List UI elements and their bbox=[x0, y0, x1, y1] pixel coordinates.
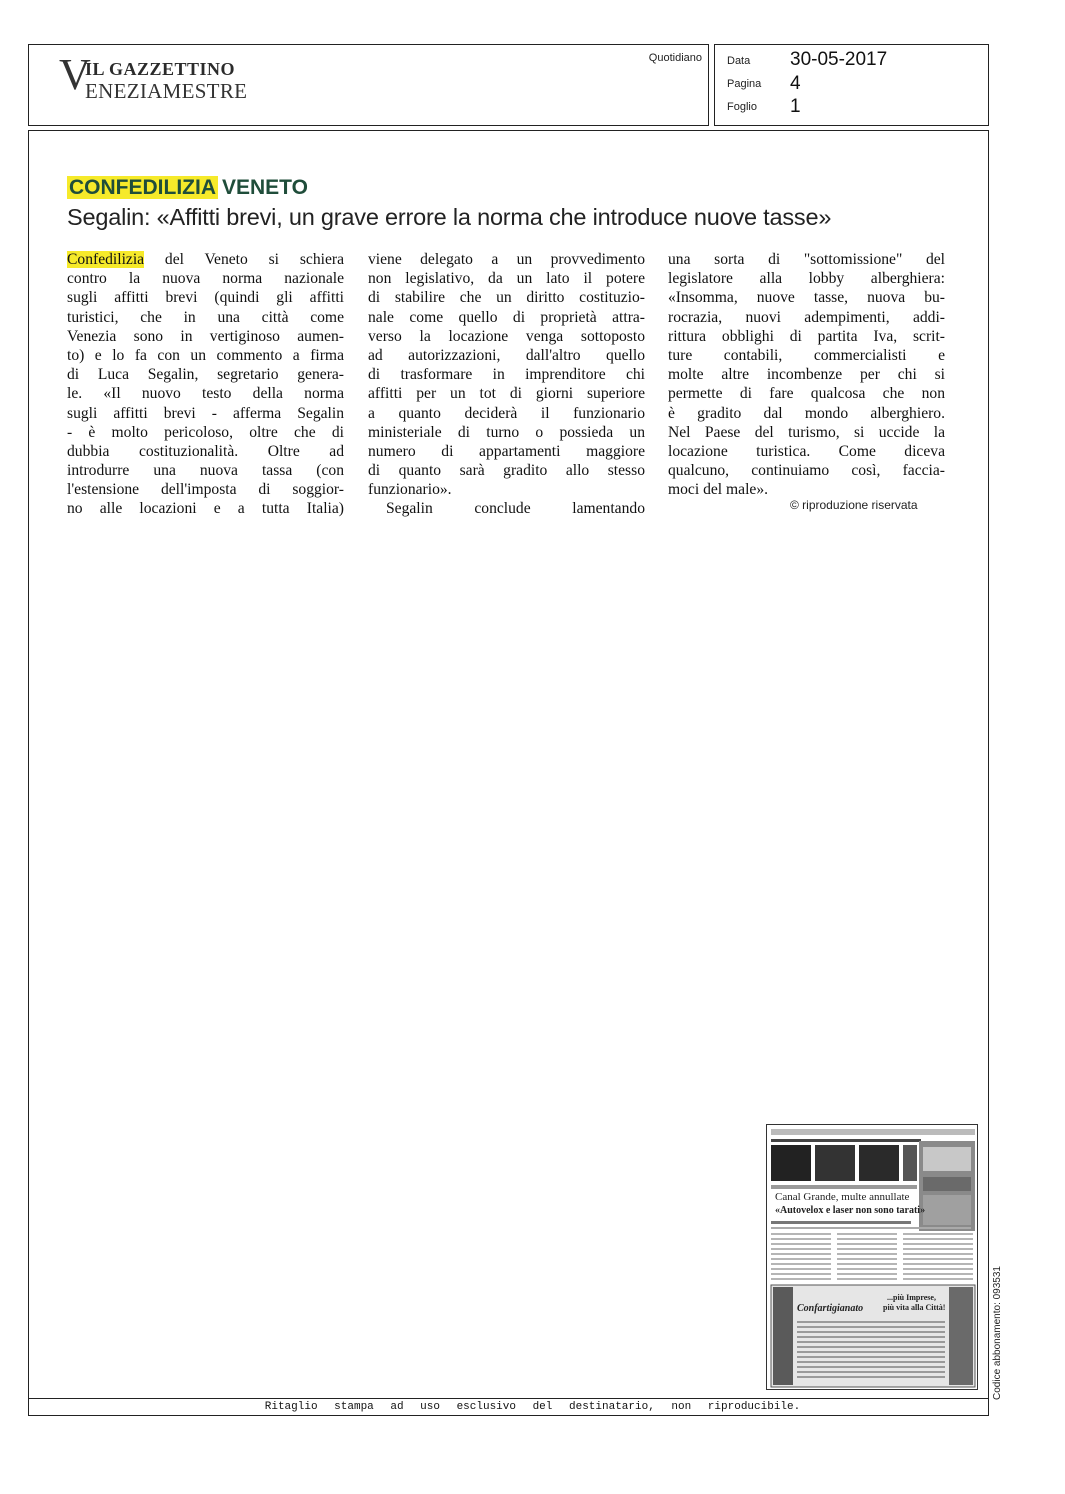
footer-disclaimer: Ritaglio stampa ad uso esclusivo del destinatario, non riproducibile. bbox=[264, 1401, 801, 1413]
highlighted-term: Confedilizia bbox=[67, 251, 145, 268]
masthead-box bbox=[28, 44, 709, 126]
thumbnail-ad-slogan-1: ...più Imprese, bbox=[887, 1293, 936, 1302]
sheet-label: Foglio bbox=[727, 101, 757, 113]
thumbnail-ad-title: Confartigianato bbox=[797, 1303, 864, 1314]
text-line: funzionario». bbox=[368, 481, 452, 499]
article-kicker bbox=[67, 176, 308, 200]
page-value: 4 bbox=[790, 73, 801, 94]
text-line: ad autorizzazioni, dall'altro quello bbox=[368, 346, 645, 364]
text-line: no alle locazioni e a tutta Italia) bbox=[67, 500, 344, 518]
text-line: di stabilire che un diritto costituzio- bbox=[368, 289, 645, 307]
text-line: numero di appartamenti maggiore bbox=[368, 442, 645, 460]
text-line: to) e lo fa con un commento a firma bbox=[67, 346, 344, 364]
text-line: molte altre incombenze per chi si bbox=[668, 366, 945, 384]
text-line: di quanto sarà gradito allo stesso bbox=[368, 462, 645, 480]
text-line: l'estensione dell'imposta di soggior- bbox=[67, 481, 344, 499]
kicker-highlight: CONFEDILIZIA bbox=[69, 176, 216, 199]
masthead-logo-top: IL GAZZETTINO bbox=[85, 59, 236, 79]
copyright-notice: © riproduzione riservata bbox=[790, 498, 918, 512]
text-line: - è molto pericoloso, oltre che di bbox=[67, 423, 344, 441]
article-column-3 bbox=[668, 250, 945, 499]
publication-type: Quotidiano bbox=[648, 52, 702, 64]
text-line: nale come quello di proprietà attra- bbox=[368, 308, 645, 326]
page-label: Pagina bbox=[727, 78, 762, 90]
text-line: ministeriale di turno o possieda un bbox=[368, 423, 645, 441]
text-line: è gradito dal mondo alberghiero. bbox=[668, 404, 945, 422]
text-line: verso la locazione venga sottoposto bbox=[368, 327, 645, 345]
text-line: legislatore alla lobby alberghiera: bbox=[668, 270, 945, 288]
date-value: 30-05-2017 bbox=[790, 49, 888, 70]
masthead-logo-bottom: ENEZIAMESTRE bbox=[85, 79, 248, 103]
text-line: una sorta di "sottomissione" del bbox=[668, 251, 945, 268]
text-line: Segalin conclude lamentando bbox=[386, 500, 645, 518]
kicker-rest: VENETO bbox=[222, 176, 308, 199]
text-line: a quanto deciderà il funzionario bbox=[368, 404, 645, 422]
sheet-value: 1 bbox=[790, 96, 801, 117]
text-line: ture contabili, commercialisti e bbox=[668, 346, 945, 364]
text-line: Nel Paese del turismo, si uccide la bbox=[668, 423, 945, 441]
text-line: rittura obblighi di partita Iva, scrit- bbox=[668, 327, 945, 345]
text-line: viene delegato a un provvedimento bbox=[368, 251, 645, 268]
thumbnail-ad-slogan-2: più vita alla Città! bbox=[883, 1303, 946, 1312]
subscription-code: Codice abbonamento: 093531 bbox=[992, 1266, 1003, 1400]
text-line: sugli affitti brevi - afferma Segalin bbox=[67, 404, 344, 422]
thumbnail-headline-1: Canal Grande, multe annullate bbox=[775, 1191, 910, 1203]
text-line: introdurre una nuova tassa (con bbox=[67, 462, 344, 480]
thumbnail-headline-2: «Autovelox e laser non sono tarati» bbox=[775, 1205, 926, 1216]
article-headline: Segalin: «Affitti brevi, un grave errore la norma che introduce nuove tasse» bbox=[67, 204, 832, 230]
text-line: «Insomma, nuove tasse, nuova bu- bbox=[668, 289, 945, 307]
text-line: locazione turistica. Come diceva bbox=[668, 442, 945, 460]
text-line: qualcuno, continuiamo così, faccia- bbox=[668, 462, 945, 480]
text-line: le. «Il nuovo testo della norma bbox=[67, 385, 344, 403]
text-line: di trasformare in imprenditore chi bbox=[368, 366, 645, 384]
text-line: di Luca Segalin, segretario genera- bbox=[67, 366, 344, 384]
article-column-1 bbox=[67, 250, 344, 519]
thumbnail-graphic bbox=[767, 1125, 978, 1390]
article-column-2 bbox=[368, 250, 645, 519]
masthead-logo-initial: V bbox=[59, 50, 91, 99]
text-line: sugli affitti brevi (quindi gli affitti bbox=[67, 289, 344, 307]
footer-divider bbox=[28, 1398, 989, 1399]
page-thumbnail bbox=[766, 1124, 978, 1390]
text-line: Confedilizia del Veneto si schiera bbox=[67, 251, 344, 268]
text-line: non legislativo, da un lato il potere bbox=[368, 270, 645, 288]
text-line: moci del male». bbox=[668, 481, 769, 499]
date-label: Data bbox=[727, 55, 751, 67]
text-line: affitti per un tot di giorni superiore bbox=[368, 385, 645, 403]
text-line: Venezia sono in vertiginoso aumen- bbox=[67, 327, 344, 345]
meta-box bbox=[714, 44, 989, 126]
text-line: contro la nuova norma nazionale bbox=[67, 270, 344, 288]
text-line: dubbia costituzionalità. Oltre ad bbox=[67, 442, 344, 460]
text-line: rocrazia, nuovi adempimenti, addi- bbox=[668, 308, 945, 326]
text-line: permette di fare qualcosa che non bbox=[668, 385, 945, 403]
text-line: turistici, che in una città come bbox=[67, 308, 344, 326]
